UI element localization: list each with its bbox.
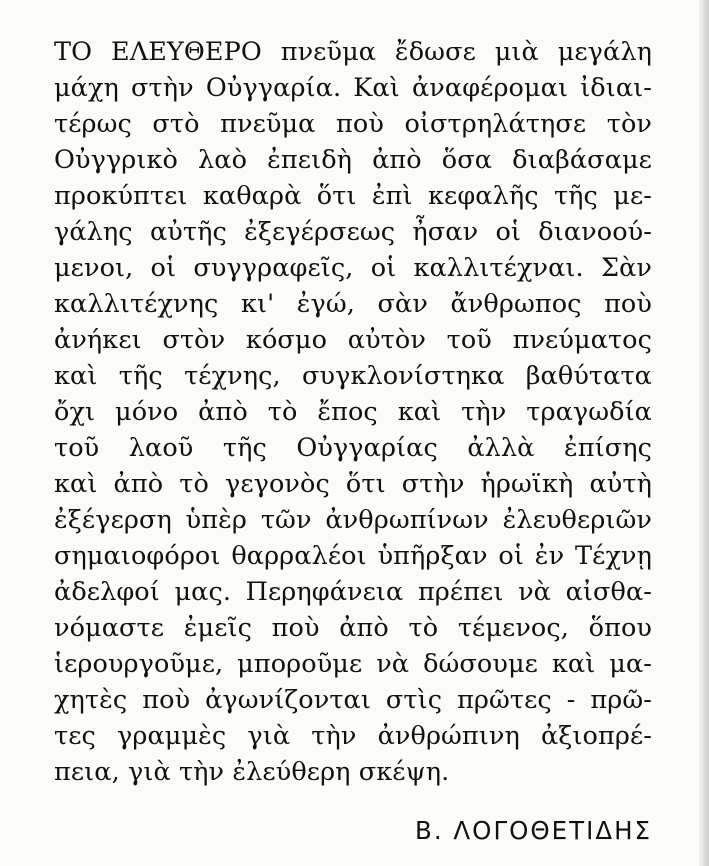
text-line-21: πεια, γιὰ τὴν ἐλεύθερη σκέψη. [54, 757, 450, 787]
text-line-10: καὶ τῆς τέχνης, συγκλονίστηκα βαθύτατα [54, 361, 652, 391]
text-line-11: ὄχι μόνο ἀπὸ τὸ ἔπος καὶ τὴν τραγωδία [54, 397, 652, 427]
text-line-4: Οὐγγρικὸ λαὸ ἐπειδὴ ἀπὸ ὅσα διαβάσαμε [54, 145, 652, 175]
page-edge [699, 0, 709, 866]
text-line-12: τοῦ λαοῦ τῆς Οὐγγαρίας ἀλλὰ ἐπίσης [54, 433, 652, 463]
text-line-5: προκύπτει καθαρὰ ὅτι ἐπὶ κεφαλῆς τῆς με- [54, 181, 652, 211]
text-line-17: νόμαστε ἐμεῖς ποὺ ἀπὸ τὸ τέμενος, ὅπου [54, 613, 652, 643]
text-line-15: σημαιοφόροι θαρραλέοι ὑπῆρξαν οἱ ἐν Τέχνῃ [54, 541, 652, 571]
text-line-20: τες γραμμὲς γιὰ τὴν ἀνθρώπινη ἀξιοπρέ- [54, 721, 652, 751]
text-line-1: ΤΟ ΕΛΕΥΘΕΡΟ πνεῦμα ἔδωσε μιὰ μεγάλη [54, 37, 652, 67]
text-line-18: ἱερουργοῦμε, μποροῦμε νὰ δώσουμε καὶ μα- [54, 649, 652, 679]
author-signature: Β. ΛΟΓΟΘΕΤΙΔΗΣ [415, 816, 652, 845]
text-line-14: ἐξέγερση ὑπὲρ τῶν ἀνθρωπίνων ἐλευθεριῶν [54, 505, 652, 535]
text-line-16: ἀδελφοί μας. Περηφάνεια πρέπει νὰ αἰσθα- [54, 577, 652, 607]
text-line-19: χητὲς ποὺ ἀγωνίζονται στὶς πρῶτες - πρῶ- [54, 685, 652, 715]
text-line-2: μάχη στὴν Οὐγγαρία. Καὶ ἀναφέρομαι ἰδιαι- [54, 73, 652, 103]
text-line-6: γάλης αὐτῆς ἐξεγέρσεως ἦσαν οἱ διανοού- [54, 217, 652, 247]
text-line-7: μενοι, οἱ συγγραφεῖς, οἱ καλλιτέχναι. Σὰν [54, 253, 652, 283]
text-line-9: ἀνήκει στὸν κόσμο αὐτὸν τοῦ πνεύματος [54, 325, 652, 355]
text-line-8: καλλιτέχνης κι' ἐγώ, σὰν ἄνθρωπος ποὺ [54, 289, 652, 319]
text-line-13: καὶ ἀπὸ τὸ γεγονὸς ὅτι στὴν ἡρωϊκὴ αὐτὴ [54, 469, 652, 499]
text-line-3: τέρως στὸ πνεῦμα ποὺ οἰστρηλάτησε τὸν [54, 109, 652, 139]
